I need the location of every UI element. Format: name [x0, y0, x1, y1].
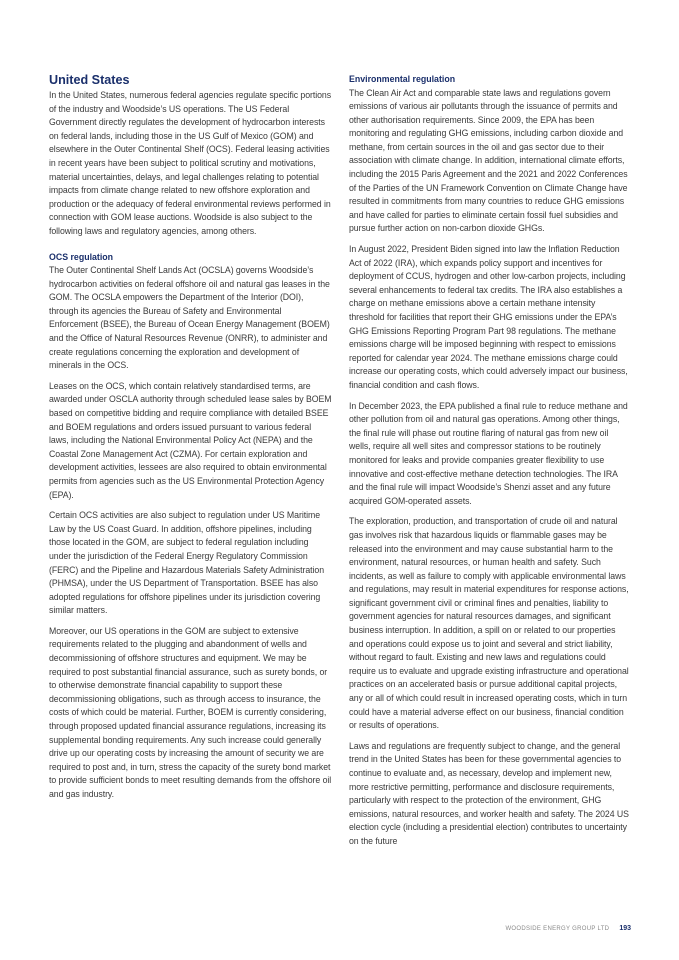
env-paragraph-1: The Clean Air Act and comparable state laws and regulations govern emissions of various air pollutants through the issuance of permits and other authorisation requirements. Since 2009, the EPA has been monitoring and regulating GHG emissions, including carbon dioxide and methane, from certain sources in the oil and gas sector due to their association with climate change. In addition, international climate efforts, including the 2015 Paris Agreement and the 2021 and 2022 Conferences of the Parties of the UN Framework Convention on Climate Change have resulted in commitments from many countries to reduce GHG emissions and have called for parties to eliminate certain fossil fuel subsidies and pursue further action on non-carbon dioxide GHGs.	[349, 87, 628, 234]
right-column	[349, 73, 632, 856]
section-title-united-states: United States	[49, 73, 130, 87]
env-paragraph-5: Laws and regulations are frequently subject to change, and the general trend in the United States has been for these governmental agencies to continue to evaluate and, as necessary, develop and implement new, more restrictive permitting, performance and disclosure requirements, particularly with respect to the protection of the environment, GHG emissions, natural resources, and worker health and safety. The 2024 US election cycle (including a presidential election) contributes to uncertainty on the future	[349, 740, 629, 846]
env-paragraph-4: The exploration, production, and transportation of crude oil and natural gas involves risk that hazardous liquids or flammable gases may be released into the environment and may cause substantial harm to the environment, natural resources, or human health and safety. Such incidents, as well as failure to comply with applicable environmental laws and regulations, may result in material expenditures for response actions, significant government civil or criminal fines and penalties, liability to government agencies for natural resources damages, and significant business interruption. In addition, a spill on or related to our properties and operations could expose us to joint and several and strict liability, without regard to fault. Existing and new laws and regulations could require us to evaluate and upgrade existing infrastructure and operational practices on an accelerated basis or pursue additional capital projects, any or all of which could result in increased operating costs, which in turn could have a material adverse effect on our business, financial condition or results of operations.	[349, 516, 629, 731]
page-number: 193	[619, 925, 631, 932]
ocs-paragraph-4: Moreover, our US operations in the GOM are subject to extensive requirements related to the plugging and abandonment of wells and decommissioning of offshore structures and equipment. We may be required to post substantial financial assurance, such as surety bonds, or to otherwise demonstrate financial capability to support these decommissioning obligations, such as through access to insurance, the costs of which could be material. Further, BOEM is currently considering, through proposed updated financial assurance regulations, increasing its supplemental bonding requirements. Any such increase could generally drive up our operating costs by increasing the amount of security we are required to post and, in turn, stress the capacity of the surety bond market to provide sufficient bonds to meet resulting demands from the offshore oil and gas industry.	[49, 625, 332, 799]
left-column	[49, 73, 332, 809]
env-paragraph-2: In August 2022, President Biden signed into law the Inflation Reduction Act of 2022 (IRA), which expands policy support and incentives for deployment of CCUS, hydrogen and other low-carbon projects, including several enhancements to federal tax credits. The IRA also establishes a charge on methane emissions above a certain methane intensity threshold for facilities that report their GHG emissions under the EPA’s GHG Emissions Reporting Program Part 98 regulations. The methane emissions charge will be imposed beginning with respect to emissions reported for calendar year 2024. The methane emissions charge could increase our operating costs, which could adversely impact our business, financial condition and cash flows.	[349, 244, 628, 390]
ocs-regulation-heading: OCS regulation	[49, 251, 114, 262]
intro-paragraph: In the United States, numerous federal agencies regulate specific portions of the industry and Woodside’s US operations. The US Federal Government directly regulates the development of hydrocarbon interests on federal lands, including those in the US Gulf of Mexico (GOM) and elsewhere in the Outer Continental Shelf (OCS). Federal leasing activities in recent years have been subject to political scrutiny and motivations, material uncertainties, delays, and legal challenges relating to potential impacts from climate change related to new offshore exploration and production or the adequacy of federal environmental reviews performed in connection with GOM lease auctions. Woodside is also subject to the following laws and regulatory agencies, among others.	[49, 90, 332, 236]
ocs-paragraph-3: Certain OCS activities are also subject to regulation under US Maritime Law by the US Coast Guard. In addition, offshore pipelines, including those located in the GOM, are subject to federal regulation including under the jurisdiction of the Federal Energy Regulatory Commission (FERC) and the Pipeline and Hazardous Materials Safety Administration (PHMSA), under the US Department of Transportation. BSEE has also adopted regulations for offshore pipelines under its jurisdiction covering similar matters.	[49, 510, 325, 616]
ocs-paragraph-1: The Outer Continental Shelf Lands Act (OCSLA) governs Woodside’s hydrocarbon activities on federal offshore oil and natural gas leases in the GOM. The OCSLA empowers the Department of the Interior (DOI), through its agencies the Bureau of Safety and Environmental Enforcement (BSEE), the Bureau of Ocean Energy Management (BOEM) and the Office of Natural Resources Revenue (ONRR), to administer and create regulations concerning the exploration and development of minerals in the OCS.	[49, 265, 330, 371]
page-footer	[505, 925, 631, 932]
env-paragraph-3: In December 2023, the EPA published a final rule to reduce methane and other pollution from oil and natural gas operations. Among other things, the final rule will phase out routine flaring of natural gas from new oil wells, require all well sites and compressor stations to be routinely monitored for leaks and provide companies greater flexibility to use innovative and cost-effective methane detection technologies. The IRA and the final rule will impact Woodside’s Shenzi asset and any future acquired GOM-operated assets.	[349, 400, 628, 506]
environmental-regulation-heading: Environmental regulation	[349, 74, 456, 84]
footer-company-name: WOODSIDE ENERGY GROUP LTD	[505, 925, 610, 932]
ocs-paragraph-2: Leases on the OCS, which contain relatively standardised terms, are awarded under OSCLA authority through scheduled lease sales by BOEM based on competitive bidding and require compliance with detailed BSEE and BOEM regulations and orders issued pursuant to various federal laws, including the National Environmental Policy Act (NEPA) and the Coastal Zone Management Act (CZMA). For certain exploration and development activities, lessees are also required to obtain environmental permits from agencies such as the US Environmental Protection Agency (EPA).	[49, 380, 332, 500]
